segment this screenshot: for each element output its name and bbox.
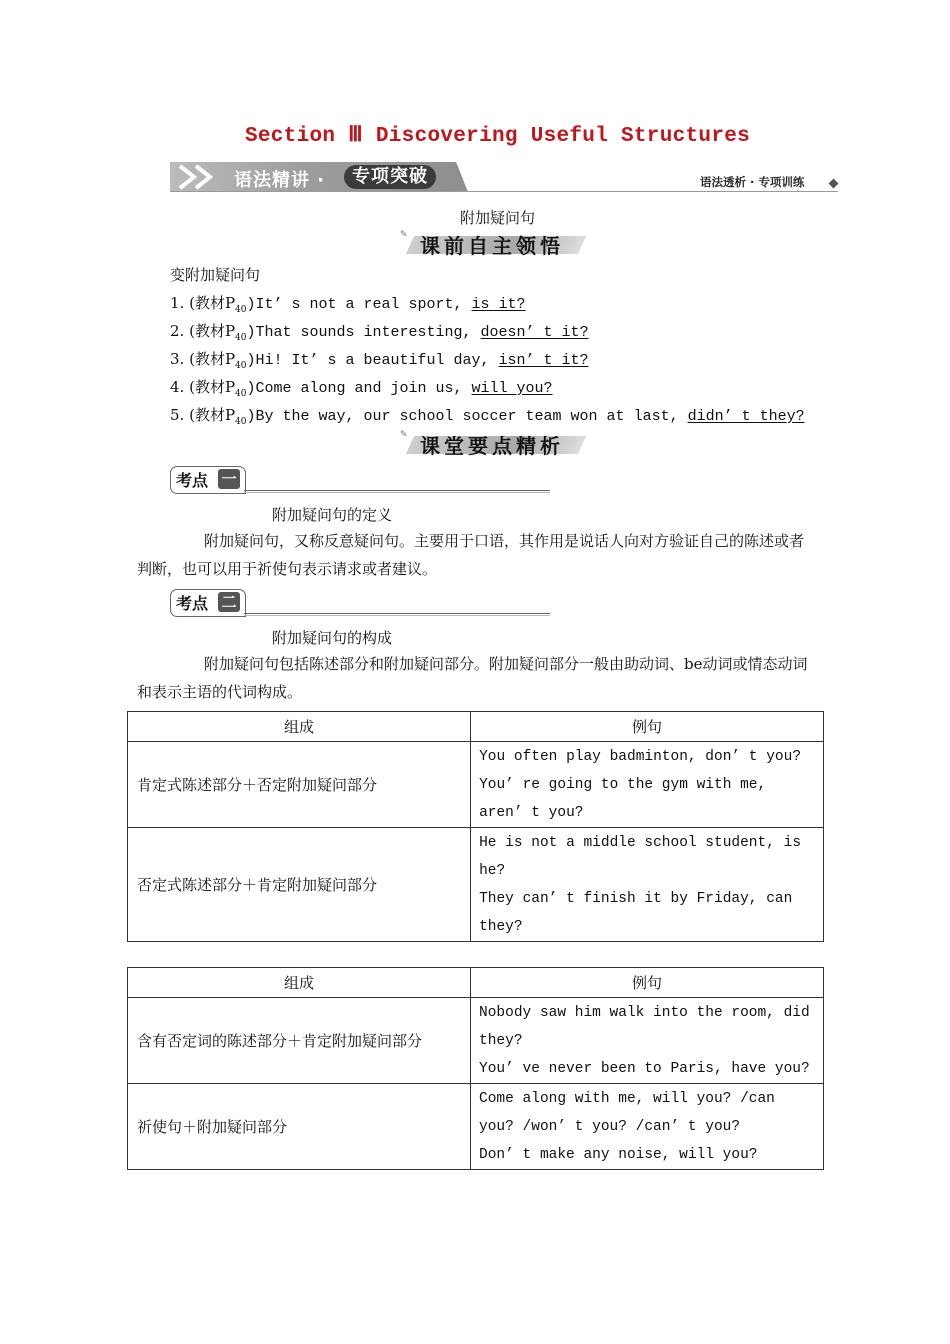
key-point-badge-2: 考点 二 bbox=[170, 589, 550, 617]
exercise-item: 1. (教材$P_{40})It$’ s not a real sport, is it? bbox=[170, 294, 526, 315]
structure-table-1 bbox=[127, 711, 824, 942]
exercise-item: 2. (教材$P_{40})That$ sounds interesting, doesn’ t it? bbox=[170, 322, 589, 343]
exercise-heading: 变附加疑问句 bbox=[170, 266, 261, 284]
key-point-2-paragraph: 附加疑问句包括陈述部分和附加疑问部分。附加疑问部分一般由助动词、be动词或情态动词和表示主语的代词构成。 bbox=[137, 655, 808, 701]
answer-blank: will you? bbox=[471, 380, 553, 397]
exercise-item: 3. (教材$P_{40})Hi$! It’ s a beautiful day, isn’ t it? bbox=[170, 350, 589, 371]
table-header: 例句 bbox=[471, 968, 824, 998]
key-point-badge-1: 考点 一 bbox=[170, 466, 550, 494]
answer-blank: isn’ t it? bbox=[498, 352, 589, 369]
chevron-arrows-icon bbox=[176, 164, 232, 190]
key-point-1-title: 附加疑问句的定义 bbox=[272, 506, 393, 524]
answer-blank: didn’ t they? bbox=[687, 408, 805, 425]
table-cell-type: 祈使句＋附加疑问部分 bbox=[128, 1084, 471, 1170]
exercise-item: 5. (教材$P_{40})By$ the way, our school soccer team won at last, didn’ t they? bbox=[170, 406, 805, 427]
table-cell-type: 含有否定词的陈述部分＋肯定附加疑问部分 bbox=[128, 998, 471, 1084]
table-cell-examples: You often play badminton, don’ t you? You’ re going to the gym with me, aren’ t you? bbox=[471, 742, 824, 828]
table-cell-type: 否定式陈述部分＋肯定附加疑问部分 bbox=[128, 828, 471, 942]
exercise-item: 4. (教材$P_{40})Come$ along and join us, will you? bbox=[170, 378, 553, 399]
banner-pill-text: 专项突破 bbox=[344, 165, 436, 189]
banner-left-text: 语法精讲 · bbox=[234, 170, 326, 191]
structure-table-2 bbox=[127, 967, 824, 1170]
topic-title: 附加疑问句 bbox=[459, 209, 535, 227]
tick-icon: ✎ bbox=[400, 230, 408, 240]
section-heading-classroom: ✎ 课堂要点精析 bbox=[400, 430, 590, 456]
banner-rule bbox=[170, 191, 838, 192]
key-point-2-title: 附加疑问句的构成 bbox=[272, 629, 393, 647]
section-banner bbox=[170, 162, 468, 192]
section-heading-preview: ✎ 课前自主领悟 bbox=[400, 230, 590, 256]
banner-right-text: 语法透析 · 专项训练 bbox=[700, 175, 805, 189]
table-cell-examples: He is not a middle school student, is he? They can’ t finish it by Friday, can they? bbox=[471, 828, 824, 942]
table-cell-type: 肯定式陈述部分＋否定附加疑问部分 bbox=[128, 742, 471, 828]
key-point-1-paragraph: 附加疑问句，又称反意疑问句。主要用于口语，其作用是说话人向对方验证自己的陈述或者判断，也可以用于祈使句表示请求或者建议。 bbox=[137, 532, 805, 578]
table-header: 组成 bbox=[128, 968, 471, 998]
answer-blank: doesn’ t it? bbox=[480, 324, 589, 341]
table-header: 组成 bbox=[128, 712, 471, 742]
tick-icon: ✎ bbox=[400, 430, 408, 440]
diamond-icon bbox=[829, 179, 839, 189]
table-cell-examples: Nobody saw him walk into the room, did they? You’ ve never been to Paris, have you? bbox=[471, 998, 824, 1084]
table-header: 例句 bbox=[471, 712, 824, 742]
answer-blank: is it? bbox=[471, 296, 526, 313]
page-title: Section Ⅲ Discovering Useful Structures bbox=[244, 125, 751, 148]
table-cell-examples: Come along with me, will you? /can you? /won’ t you? /can’ t you? Don’ t make any noise, will you? bbox=[471, 1084, 824, 1170]
